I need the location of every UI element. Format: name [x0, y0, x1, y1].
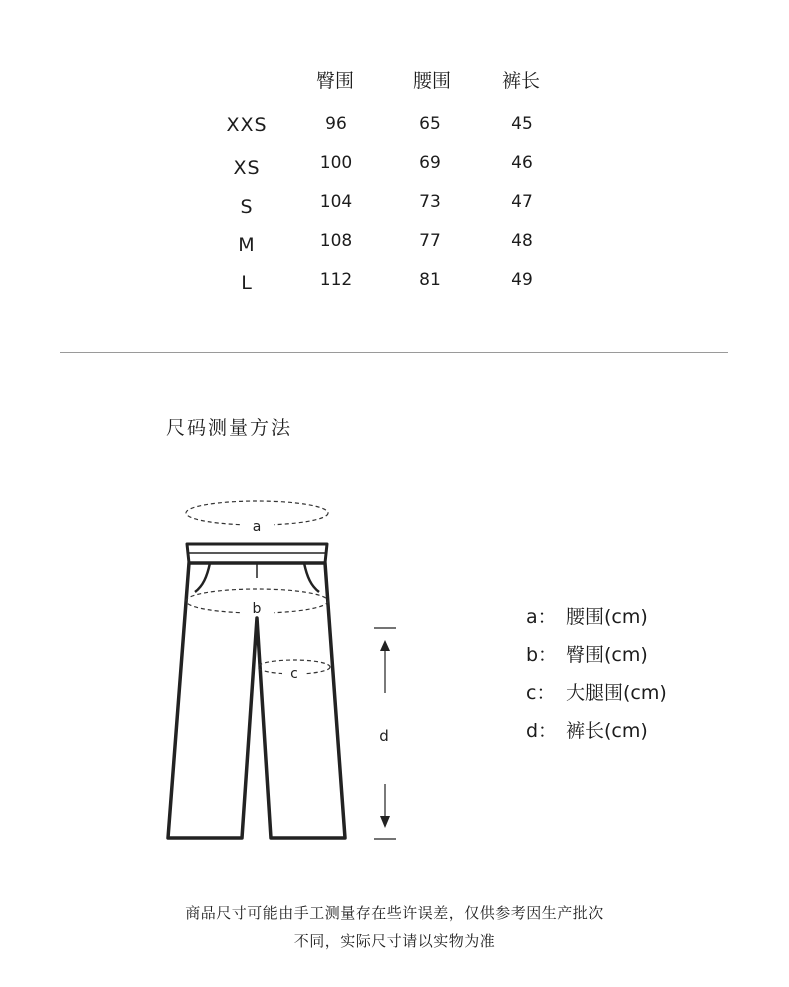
cell-waist: 65 [419, 114, 441, 134]
cell-length: 49 [511, 270, 533, 290]
size-table [0, 0, 789, 320]
label-d: d [379, 727, 389, 745]
size-label-xxs: XXS [226, 114, 268, 136]
cell-waist: 77 [419, 231, 441, 251]
cell-waist: 69 [419, 153, 441, 173]
header-waist: 腰围 [413, 70, 452, 92]
size-label-s: S [240, 196, 254, 218]
header-length: 裤长 [502, 70, 541, 92]
cell-hip: 100 [319, 153, 353, 173]
section-divider [60, 352, 728, 353]
cell-length: 46 [511, 153, 533, 173]
legend-item-d [526, 716, 648, 743]
label-a: a [252, 519, 262, 535]
legend-text: 裤长(cm) [566, 720, 648, 742]
size-label-l: L [241, 272, 253, 294]
label-b: b [252, 601, 262, 617]
label-c: c [290, 666, 298, 682]
legend-key: b： [526, 644, 558, 666]
cell-length: 45 [511, 114, 533, 134]
size-label-xs: XS [233, 157, 261, 179]
legend-text: 腰围(cm) [566, 606, 648, 628]
legend-item-b [526, 640, 648, 667]
legend-item-a [526, 602, 648, 629]
size-label-m: M [238, 234, 256, 256]
disclaimer-line-2: 不同，实际尺寸请以实物为准 [293, 932, 496, 950]
cell-hip: 112 [319, 270, 353, 290]
disclaimer-line-1: 商品尺寸可能由手工测量存在些许误差，仅供参考因生产批次 [185, 904, 604, 922]
legend-key: a： [526, 606, 557, 628]
method-title: 尺码测量方法 [166, 417, 293, 439]
header-hip: 臀围 [316, 70, 355, 92]
cell-waist: 81 [419, 270, 441, 290]
legend-item-c [526, 678, 667, 705]
legend-text: 大腿围(cm) [566, 682, 667, 704]
legend-key: c： [526, 682, 556, 704]
legend-key: d： [526, 720, 558, 742]
cell-waist: 73 [419, 192, 441, 212]
cell-hip: 108 [319, 231, 353, 251]
legend-text: 臀围(cm) [566, 644, 648, 666]
cell-length: 47 [511, 192, 533, 212]
cell-hip: 96 [325, 114, 347, 134]
cell-hip: 104 [319, 192, 353, 212]
pants-diagram [150, 490, 410, 850]
cell-length: 48 [511, 231, 533, 251]
